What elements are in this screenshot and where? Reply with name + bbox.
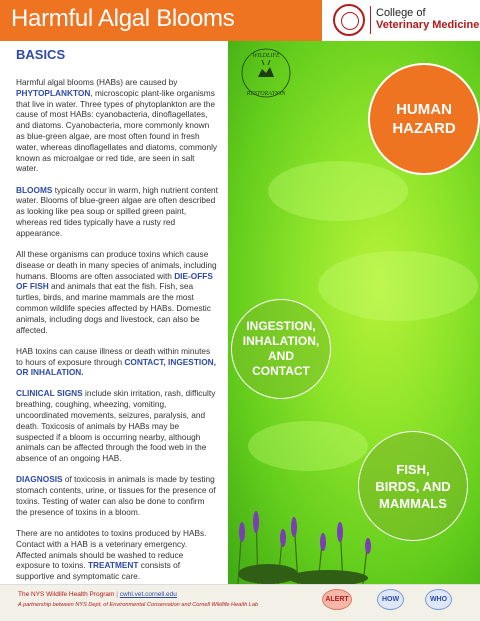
partnership-text: A partnership between NYS Dept. of Environmental Conservation and Cornell Wildlife Health Lab [18, 602, 259, 608]
title-bar [0, 0, 322, 41]
text: of toxicosis in animals is made by testing stomach contents, urine, or tissues for the presence of toxins. Testing of water can also be done to confirm the presence of toxins in a bloom. [16, 474, 216, 517]
scum-texture [318, 251, 478, 321]
keyword: DIAGNOSIS [16, 474, 63, 485]
animals-line3: MAMMALS [379, 495, 447, 511]
animals-line2: BIRDS, AND [375, 478, 451, 494]
exposure-line3: AND [268, 349, 294, 363]
how-button[interactable]: HOW [377, 589, 404, 610]
header [0, 0, 480, 41]
section-heading: BASICS [16, 47, 66, 62]
paragraph-exposure [16, 346, 218, 378]
human-hazard-line2: HAZARD [392, 120, 456, 137]
paragraph-phytoplankton [16, 77, 218, 174]
paragraph-toxins [16, 249, 218, 335]
exposure-line4: CONTACT [252, 364, 310, 378]
exposure-line2: INHALATION, [242, 334, 320, 348]
who-button[interactable]: WHO [425, 589, 452, 610]
keyword: DIE-OFFS OF FISH [16, 270, 213, 292]
text: , microscopic plant-like organisms that live in water. Three types of phytoplankton are the cause of most HABs: cyanobacteria, dinoflagellates, and diatoms. Cyanobacteria, more commonly known as blue-green algae, are most often found in fresh water, whereas dinoflagellates and diatoms, commonly known as microalgae or red tide, are seen in salt water. [16, 87, 218, 174]
footer-program-line [18, 591, 177, 598]
logo-text-bottom: RESTORATION [246, 91, 286, 97]
divider [370, 6, 371, 34]
scum-texture [248, 421, 368, 471]
paragraph-clinical-signs [16, 388, 218, 464]
college-name [376, 7, 479, 31]
exposure-routes-circle [231, 299, 331, 399]
page-title: Harmful Algal Blooms [11, 5, 235, 32]
algae-bloom-image [228, 41, 480, 584]
exposure-line1: INGESTION, [246, 319, 316, 333]
human-hazard-line1: HUMAN [396, 101, 452, 118]
text: All these organisms can produce toxins which cause disease or death in many species of animals, including humans. Blooms are often associated with [16, 248, 217, 281]
website-link[interactable]: cwhl.vet.cornell.edu [119, 591, 177, 598]
text: Harmful algal blooms (HABs) are caused by [16, 77, 178, 87]
scum-texture [268, 161, 408, 221]
keyword: CONTACT, INGESTION, OR INHALATION. [16, 356, 216, 378]
keyword: BLOOMS [16, 184, 53, 195]
text: consists of supportive and symptomatic care. [16, 560, 181, 582]
text: There are no antidotes to toxins produced by HABs. Contact with a HAB is a veterinary emergency. Affected animals should be washed to reduce exposure to toxins. [16, 528, 207, 571]
wildlife-restoration-logo [240, 47, 292, 99]
text: HAB toxins can cause illness or death within minutes to hours of exposure through [16, 345, 211, 367]
text: typically occur in warm, high nutrient content water. Blooms of blue-green algae are often described as looking like pea soup or spilled green paint, whereas red tides typically have a rusty red appearance. [16, 184, 218, 238]
paragraph-treatment [16, 528, 218, 582]
keyword: CLINICAL SIGNS [16, 388, 83, 399]
keyword: PHYTOPLANKTON [16, 87, 91, 98]
alert-button[interactable]: ALERT [322, 589, 352, 610]
basics-column [0, 41, 228, 584]
separator: | [116, 591, 118, 598]
text: and animals that eat the fish. Fish, sea turtles, birds, and marine mammals are the most common wildlife species affected by HABs. Domestic animals, including dogs and livestock, can also be affected. [16, 281, 211, 335]
animals-line1: FISH, [396, 461, 430, 477]
college-line2: Veterinary Medicine [376, 19, 480, 31]
cornell-seal-icon [333, 4, 365, 36]
keyword: TREATMENT [87, 560, 139, 571]
purple-flowers [228, 494, 480, 584]
college-line1: College of [376, 7, 426, 19]
logo-text-top: WILDLIFE [252, 53, 280, 59]
program-name: The NYS Wildlife Health Program [18, 591, 115, 598]
text: include skin irritation, rash, difficulty breathing, coughing, wheezing, vomiting, uncoordinated movements, seizures, paralysis, and death. Toxicosis of animals by HABs may be suspected if a bloom is occurring nearby, although animals can be affected through the food web in the absence of an ongoing HAB. [16, 388, 216, 464]
paragraph-diagnosis [16, 474, 218, 517]
footer [0, 584, 480, 621]
paragraph-blooms [16, 185, 218, 239]
human-hazard-circle [368, 63, 480, 175]
